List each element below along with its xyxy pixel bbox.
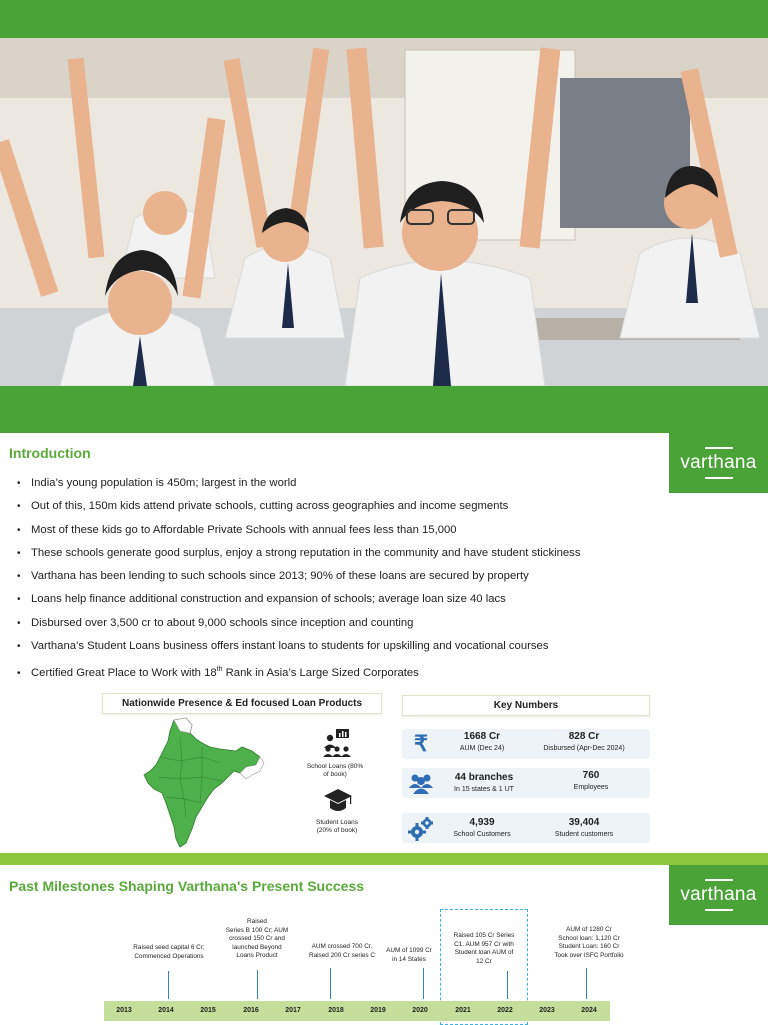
middle-green-band [0,386,768,433]
timeline-year: 2021 [455,1007,471,1014]
milestone-connector [330,968,331,999]
list-item: • Certified Great Place to Work with 18th Rank in Asia’s Large Sized Corporates [17,666,419,680]
milestone-2024-text: AUM of 1280 Cr School loan: 1,120 Cr Student Loan: 160 Cr Took over ISFC Portfolio [554,926,624,959]
list-item: • Varthana’s Student Loans business offers instant loans to students for upskilling and vocational courses [17,640,549,653]
varthana-logo-top: varthana [669,433,768,493]
milestones-title: Past Milestones Shaping Varthana's Present Success [9,878,365,894]
list-item: • India’s young population is 450m; largest in the world [17,477,297,489]
introduction-title: Introduction [9,445,91,461]
milestone-connector [257,970,258,999]
school-group-icon [322,728,352,758]
timeline-year: 2016 [243,1007,259,1014]
milestone-connector [586,968,587,999]
milestone-2018-text: AUM crossed 700 Cr. Raised 200 Cr series C [308,943,376,959]
milestone-connector [168,971,169,999]
list-item: • Most of these kids go to Affordable Private Schools with annual fees less than 15,000 [17,523,457,536]
list-item: • Disbursed over 3,500 cr to about 9,000 schools since inception and counting [17,616,414,629]
milestone-2022-text: Raised 105 Cr Series C1. AUM 957 Cr with Student loan AUM of 12 Cr [453,932,515,965]
rupee-icon: ₹ [414,731,428,756]
milestone-2016-text: Raised Series B 100 Cr; AUM crossed 150 Cr and launched Beyond Loans Product [225,918,289,960]
key-numbers-title: Key Numbers [402,695,650,716]
timeline-year: 2024 [581,1007,597,1014]
list-item: • Out of this, 150m kids attend private schools, cutting across geographies and income segments [17,500,509,513]
timeline-year: 2015 [200,1007,216,1014]
school-loans-label: School Loans (80% of book) [306,763,364,778]
timeline-year: 2014 [158,1007,174,1014]
top-green-band [0,0,768,38]
list-item: • Loans help finance additional construction and expansion of schools; average loan size 40 lacs [17,593,506,606]
list-item: • These schools generate good surplus, enjoy a strong reputation in the community and have student stickiness [17,546,581,559]
section-separator-band [0,853,768,865]
milestone-connector [423,968,424,999]
presence-box-title: Nationwide Presence & Ed focused Loan Products [102,693,382,714]
list-item: • Varthana has been lending to such schools since 2013; 90% of these loans are secured by property [17,570,529,583]
timeline-year: 2020 [412,1007,428,1014]
hero-photo-students-cheering [0,38,768,386]
introduction-bullet-list [17,472,657,682]
milestone-connector [507,971,508,999]
student-loans-label: Student Loans (20% of book) [316,819,358,834]
milestone-2020-text: AUM of 1099 Cr in 14 States [386,947,432,963]
key-numbers-row-aum: ₹ 1668 Cr AUM (Dec 24) 828 Cr Disbursed (Apr-Dec 2024) [402,729,650,759]
timeline-year: 2013 [116,1007,132,1014]
timeline-year: 2017 [285,1007,301,1014]
varthana-logo-bottom: varthana [669,865,768,925]
graduation-cap-icon [323,788,353,814]
timeline-year: 2019 [370,1007,386,1014]
india-map [140,717,265,850]
timeline-year: 2023 [539,1007,555,1014]
timeline-year: 2018 [328,1007,344,1014]
timeline-year: 2022 [497,1007,513,1014]
key-numbers-row-customers: 4,939 School Customers 39,404 Student customers [402,813,650,843]
key-numbers-row-branches: 44 branches In 15 states & 1 UT 760 Employees [402,768,650,798]
milestone-2014-text: Raised seed capital 6 Cr; Commenced Operations [133,944,205,960]
